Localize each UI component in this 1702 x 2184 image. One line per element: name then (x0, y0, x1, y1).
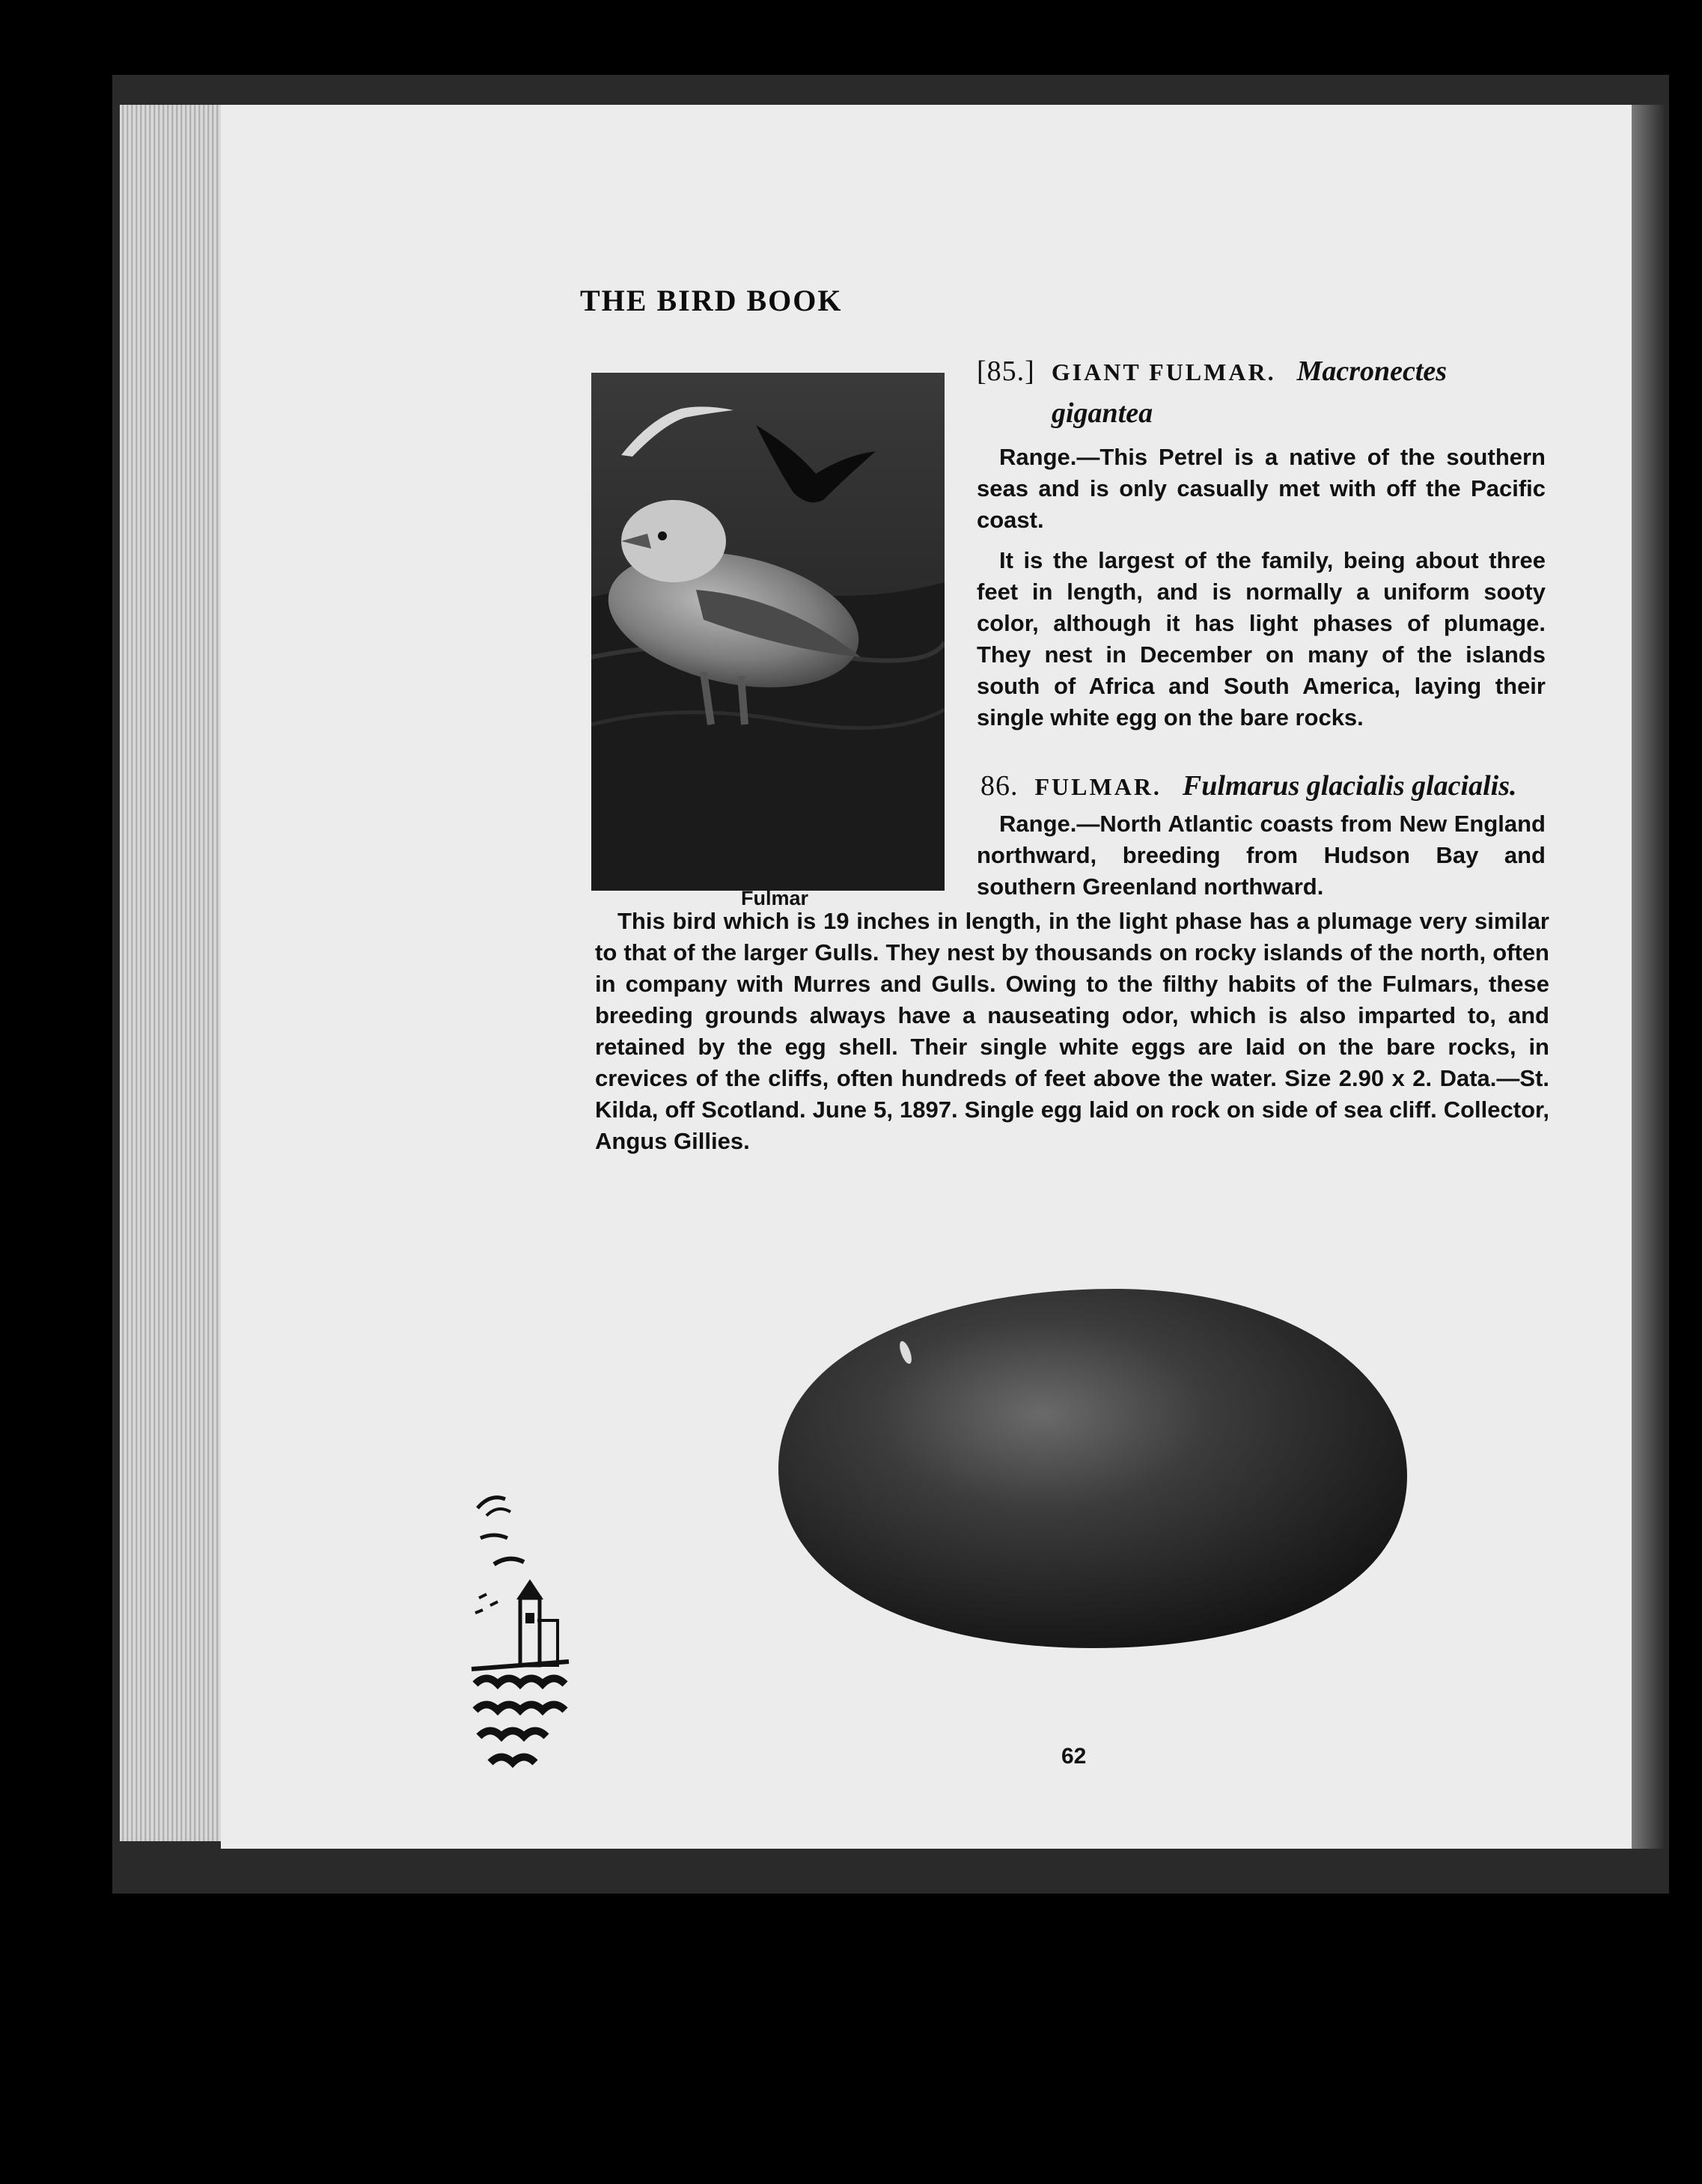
species-85-description (977, 545, 1546, 733)
species-86-description (595, 906, 1549, 1157)
species-scientific-name: Fulmarus glacialis glacialis. (1182, 770, 1517, 802)
species-common-name: FULMAR. (1034, 773, 1162, 800)
description-paragraph: This bird which is 19 inches in length, in the light phase has a plumage very similar to that of the larger Gulls. They nest by thousands on rocky islands of the north, often in company with Murres and Gulls. Owing to the filthy habits of the Fulmars, these breeding grounds always have a nauseating odor, which is also imparted to, and retained by the egg shell. Their single white eggs are laid on the bare rocks, in crevices of the cliffs, often hundreds of feet above the water. Size 2.90 x 2. Data.—St. Kilda, off Scotland. June 5, 1897. Single egg laid on rock on side of sea cliff. Collector, Angus Gillies. (595, 908, 1549, 1154)
species-85-range (977, 442, 1546, 536)
fulmar-plate (591, 373, 945, 891)
species-85-heading (977, 355, 1447, 388)
species-scientific-name-continued: gigantea (1052, 397, 1153, 429)
page-edges (120, 105, 232, 1841)
egg-illustration-icon (763, 1281, 1422, 1659)
lighthouse-vignette-icon (464, 1471, 576, 1789)
species-scientific-name: Macronectes (1296, 356, 1448, 387)
species-86-range (977, 808, 1546, 903)
description-paragraph: It is the largest of the family, being about three feet in length, and is normally a uniform sooty color, although it has light phases of plumage. They nest in December on many of the islands south of Africa and South America, laying their single white egg on the bare rocks. (977, 547, 1546, 730)
page-gutter (1632, 105, 1665, 1849)
species-number: 86. (980, 770, 1019, 802)
running-head: THE BIRD BOOK (580, 284, 843, 317)
species-common-name: GIANT FULMAR. (1051, 359, 1276, 385)
species-number: [85.] (977, 356, 1035, 387)
page-number: 62 (1061, 1744, 1087, 1769)
range-paragraph: Range.—This Petrel is a native of the southern seas and is only casually met with off the Pacific coast. (977, 444, 1546, 533)
species-86-heading (980, 769, 1517, 802)
range-paragraph: Range.—North Atlantic coasts from New England northward, breeding from Hudson Bay and southern Greenland northward. (977, 811, 1546, 900)
fulmar-painting-icon (591, 373, 945, 891)
plate-caption: Fulmar (741, 887, 809, 909)
